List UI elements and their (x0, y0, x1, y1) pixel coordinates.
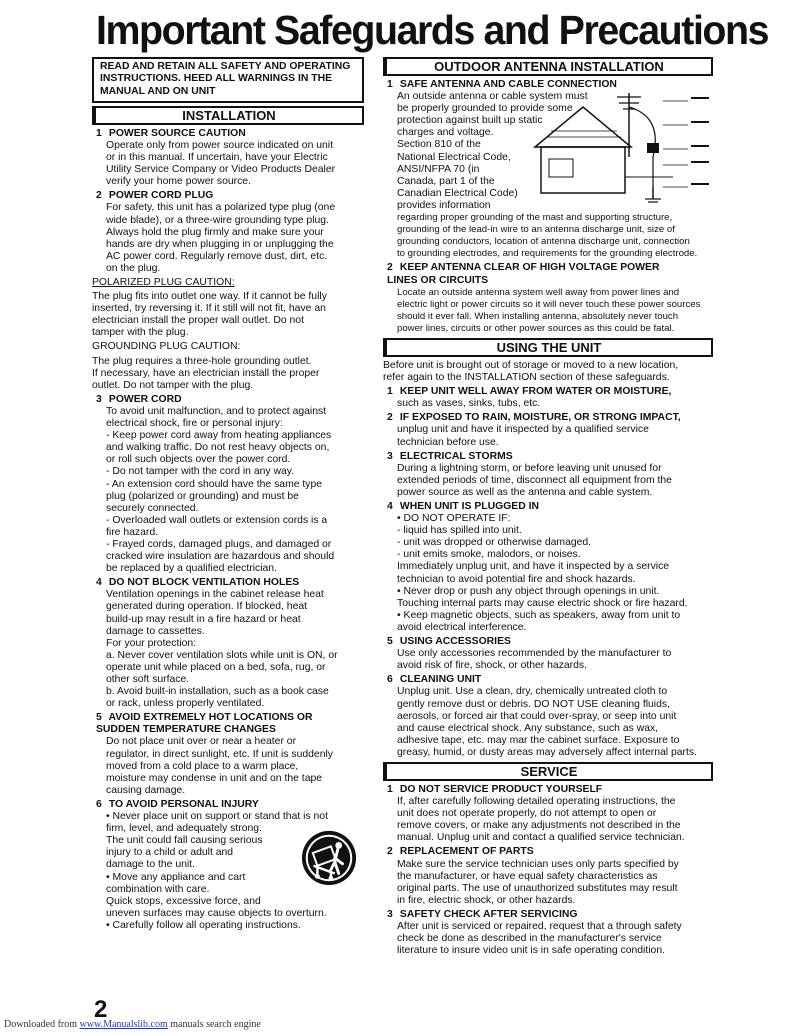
item-title: CLEANING UNIT (399, 674, 482, 686)
installation-item-3 (92, 394, 364, 575)
item-title: POWER CORD PLUG (108, 190, 214, 202)
item-number: 1 (96, 127, 102, 139)
item-title: REPLACEMENT OF PARTS (399, 846, 534, 858)
antenna-intro: An outside antenna or cable system must be properly grounded to provide some protection against built up static charges and voltage. Section 810 of the National Electrical Code, ANSI/NFPA 70 (in Canada, part 1 of the Canadian Electrical Code) provides information (397, 91, 588, 211)
grounding-plug-heading: GROUNDING PLUG CAUTION: (92, 341, 241, 353)
installation-item-6 (92, 799, 364, 932)
left-column (92, 57, 364, 934)
item-number: 6 (96, 798, 102, 810)
using-item-3 (383, 451, 713, 499)
item-title: KEEP UNIT WELL AWAY FROM WATER OR MOISTURE, (399, 386, 672, 398)
installation-item-4 (92, 577, 364, 710)
item-title: WHEN UNIT IS PLUGGED IN (399, 501, 540, 512)
item-number: 3 (387, 908, 393, 920)
item-number: 5 (387, 636, 393, 648)
using-item-1 (383, 386, 713, 410)
item-body: • DO NOT OPERATE IF: - liquid has spilled into unit. - unit was dropped or otherwise damaged. - unit emits smoke, malodors, or noises. Immediately unplug unit, and have it inspected by a service technician to avoid potential fire and shock hazards. • Never drop or push any object through openings in unit. Touching internal parts may cause electric shock or fire hazard. • Keep magnetic objects, such as speakers, away from unit to avoid electrical interference. (397, 513, 688, 633)
using-item-6 (383, 674, 713, 759)
page-title: Important Safeguards and Precautions (96, 7, 769, 53)
item-title: IF EXPOSED TO RAIN, MOISTURE, OR STRONG IMPACT, (399, 412, 681, 424)
item-title: USING ACCESSORIES (399, 636, 511, 648)
item-body: unplug unit and have it inspected by a qualified service technician before use. (397, 424, 649, 448)
item-number: 2 (96, 190, 102, 202)
using-unit-heading: USING THE UNIT (383, 338, 713, 357)
item-number: 4 (387, 501, 393, 512)
polarized-plug-body: The plug fits into outlet one way. If it cannot be fully inserted, try reversing it. If it still will not fit, have an electrician install the proper wall outlet. Do not tamper with the plug. (92, 291, 327, 339)
item-title: ELECTRICAL STORMS (399, 450, 513, 462)
service-item-1 (383, 784, 713, 844)
service-item-2 (383, 846, 713, 906)
installation-item-5 (92, 712, 364, 797)
item-number: 2 (387, 412, 393, 424)
item-body: For safety, this unit has a polarized type plug (one wide blade), or a three-wire grounding type plug. Always hold the plug firmly and make sure your hands are dry when plugging in or unplugging the AC power cord. Regularly remove dust, dirt, etc. on the plug. (106, 202, 336, 274)
using-item-5 (383, 636, 713, 672)
item-title: TO AVOID PERSONAL INJURY (108, 798, 259, 810)
antenna-item-2 (383, 262, 713, 335)
page-number: 2 (94, 996, 108, 1023)
polarized-plug-heading: POLARIZED PLUG CAUTION: (92, 277, 235, 289)
using-intro: Before unit is brought out of storage or moved to a new location, refer again to the INSTALLATION section of these safeguards. (383, 359, 679, 384)
item-title: DO NOT BLOCK VENTILATION HOLES (108, 577, 300, 589)
item-number: 2 (387, 262, 393, 274)
manualslib-link[interactable]: www.Manualslib.com (79, 1019, 168, 1030)
item-number: 3 (387, 450, 393, 462)
item-body: such as vases, sinks, tubs, etc. (397, 398, 541, 410)
item-title: SAFETY CHECK AFTER SERVICING (399, 908, 578, 920)
item-body: If, after carefully following detailed operating instructions, the unit does not operate properly, do not attempt to open or remove covers, or make any adjustments not described in the manual. Unplug unit and contact a qualified service technician. (397, 796, 685, 844)
item-title: SAFE ANTENNA AND CABLE CONNECTION (399, 79, 617, 90)
item-number: 1 (387, 783, 393, 795)
item-body: To avoid unit malfunction, and to protect against electrical shock, fire or personal injury: - Keep power cord away from heating appliances and walking traffic. Do not rest heavy objects on, or roll such objects over the power cord. - Do not tamper with the cord in any way. - An extension cord should have the same type plug (polarized or grounding) and must be securely connected. - Overloaded wall outlets or extension cords is a fire hazard. - Frayed cords, damaged plugs, and damaged or cracked wire insulation are hazardous and should be replaced by a qualified electrician. (106, 405, 335, 575)
item-body: Make sure the service technician uses only parts specified by the manufacturer, or have equal safety characteristics as original parts. The use of unauthorized substitutes may result in fire, electric shock, or other hazards. (397, 858, 679, 906)
service-item-3 (383, 909, 713, 957)
item-body: Use only accessories recommended by the manufacturer to avoid risk of fire, shock, or other hazards. (397, 648, 672, 672)
item-body: Operate only from power source indicated on unit or in this manual. If uncertain, have your Electric Utility Service Company or Video Products Dealer verify your home power source. (106, 139, 336, 188)
item-number: 3 (96, 393, 102, 405)
installation-item-1 (92, 128, 364, 188)
footer-suffix: manuals search engine (167, 1019, 261, 1030)
item-body: Unplug unit. Use a clean, dry, chemically untreated cloth to gently remove dust or debris. DO NOT USE cleaning fluids, aerosols, or forced air that could over-spray, or seep into unit and cause electrical shock. Any substance, such as wax, adhesive tape, etc. may mar the cabinet surface. Exposure to greasy, humid, or dusty areas may adversely affect internal parts. (397, 686, 697, 758)
item-body: Locate an outside antenna system well away from power lines and electric light or power circuits so it will never touch these power sources should it ever fall. When installing antenna, absolutely never touch power lines, circuits or other power sources as this could be fatal. (397, 286, 701, 334)
antenna-grounding-diagram (513, 87, 711, 207)
antenna-grounding-text: regarding proper grounding of the mast and supporting structure, grounding of the lead-in wire to an antenna discharge unit, size of grounding conductors, location of antenna discharge unit, connection to grounding electrodes, and requirements for the grounding electrode. (397, 212, 698, 260)
item-number: 5 (96, 712, 102, 724)
grounding-plug-body: The plug requires a three-hole grounding outlet. If necessary, have an electrician install the proper outlet. Do not tamper with the plug. (92, 355, 320, 391)
item-title: AVOID EXTREMELY HOT LOCATIONS OR SUDDEN TEMPERATURE CHANGES (96, 712, 313, 736)
using-item-2 (383, 412, 713, 448)
footer-prefix: Downloaded from (4, 1019, 80, 1030)
item-number: 6 (387, 674, 393, 686)
notice-box: READ AND RETAIN ALL SAFETY AND OPERATING INSTRUCTIONS. HEED ALL WARNINGS IN THE MANUAL AND ON UNIT (92, 57, 364, 103)
item-title: KEEP ANTENNA CLEAR OF HIGH VOLTAGE POWER LINES OR CIRCUITS (387, 262, 660, 286)
outdoor-antenna-heading: OUTDOOR ANTENNA INSTALLATION (383, 57, 713, 76)
item-number: 1 (387, 386, 393, 398)
item-number: 4 (96, 577, 102, 589)
service-heading: SERVICE (383, 762, 713, 781)
item-title: DO NOT SERVICE PRODUCT YOURSELF (399, 783, 603, 795)
installation-heading: INSTALLATION (92, 106, 364, 125)
footer (4, 1019, 261, 1030)
item-number: 1 (387, 79, 393, 90)
item-body: During a lightning storm, or before leaving unit unused for extended periods of time, disconnect all equipment from the power source as well as the antenna and cable system. (397, 462, 672, 498)
item-title: POWER SOURCE CAUTION (108, 127, 246, 139)
item-body: • Never place unit on support or stand that is not firm, level, and adequately strong. The unit could fall causing serious injury to a child or adult and damage to the unit. • Move any appliance and cart combination with care. Quick stops, excessive force, and uneven surfaces may cause objects to overturn. • Carefully follow all operating instructions. (106, 811, 328, 931)
item-body: After unit is serviced or repaired, request that a through safety check be done as described in the manufacturer's service literature to insure video unit is in safe operating condition. (397, 921, 682, 957)
item-title: POWER CORD (108, 393, 182, 405)
item-body: Ventilation openings in the cabinet release heat generated during operation. If blocked, heat build-up may result in a fire hazard or heat damage to cassettes. For your protection: a. Never cover ventilation slots while unit is ON, or operate unit while placed on a bed, sofa, rug, or other soft surface. b. Avoid built-in installation, such as a book case or rack, unless properly ventilated. (106, 589, 338, 710)
item-number: 2 (387, 846, 393, 858)
cart-tip-over-warning-icon (300, 829, 358, 887)
installation-item-2 (92, 190, 364, 275)
item-body: Do not place unit over or near a heater or regulator, in direct sunlight, etc. If unit is suddenly moved from a cold place to a warm place, moisture may condense in unit and on the tape causing damage. (106, 736, 333, 796)
using-item-4 (383, 501, 713, 634)
